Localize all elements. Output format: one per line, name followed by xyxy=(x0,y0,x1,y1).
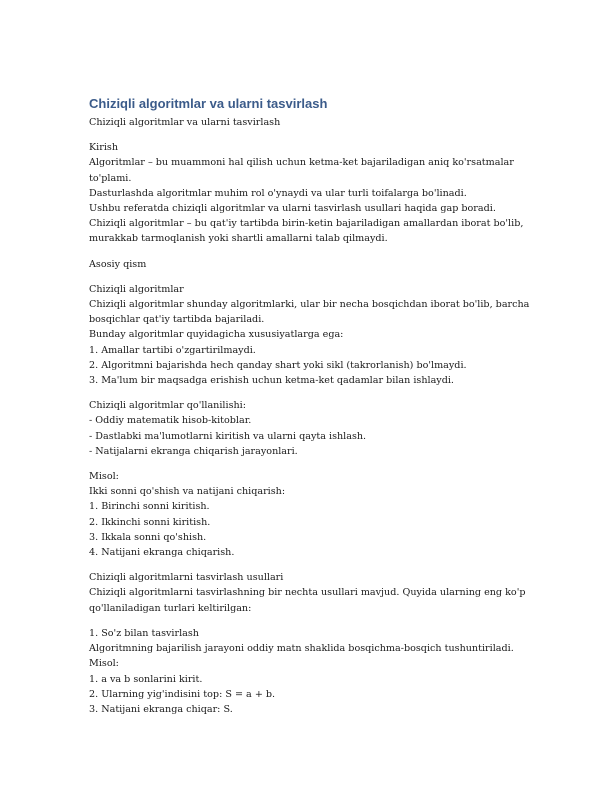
section-heading: Chiziqli algoritmlar xyxy=(89,283,184,295)
usage-section xyxy=(89,398,519,459)
section-heading: Chiziqli algoritmlar qo'llanilishi: xyxy=(89,400,246,412)
list-item: 2. Ularning yig'indisini top: S = a + b. xyxy=(89,688,276,700)
linear-section xyxy=(89,282,530,388)
list-item: 1. Amallar tartibi o'zgartirilmaydi. xyxy=(89,344,256,356)
list-item: - Oddiy matematik hisob-kitoblar. xyxy=(89,415,252,427)
list-item: 1. a va b sonlarini kirit. xyxy=(89,673,203,685)
section-heading: Misol: xyxy=(89,471,119,483)
spacer xyxy=(89,616,519,626)
spacer xyxy=(89,560,519,570)
document-subtitle: Chiziqli algoritmlar va ularni tasvirlash xyxy=(89,117,281,128)
paragraph-line: to'plami. xyxy=(89,172,132,184)
spacer xyxy=(89,459,519,469)
intro-heading: Kirish xyxy=(89,142,118,154)
list-item: - Dastlabki ma'lumotlarni kiritish va ularni qayta ishlash. xyxy=(89,430,367,442)
list-item: 4. Natijani ekranga chiqarish. xyxy=(89,547,235,559)
paragraph-line: bosqichlar qat'iy tartibda bajariladi. xyxy=(89,314,265,326)
document-title: Chiziqli algoritmlar va ularni tasvirlash xyxy=(89,96,328,111)
list-item: 3. Natijani ekranga chiqar: S. xyxy=(89,703,233,715)
list-item: - Natijalarni ekranga chiqarish jarayonlari. xyxy=(89,445,298,457)
list-item: 2. Algoritmni bajarishda hech qanday shart yoki sikl (takrorlanish) bo'lmaydi. xyxy=(89,359,467,371)
intro-section xyxy=(89,140,524,246)
paragraph-line: Bunday algoritmlar quyidagicha xususiyatlarga ega: xyxy=(89,329,344,341)
paragraph-line: Misol: xyxy=(89,658,119,670)
paragraph-line: Ushbu referatda chiziqli algoritmlar va ularni tasvirlash usullari haqida gap boradi. xyxy=(89,203,496,215)
paragraph-line: Chiziqli algoritmlar shunday algoritmlarki, ular bir necha bosqichdan iborat bo'lib, barcha xyxy=(89,299,530,311)
methods-section xyxy=(89,570,526,616)
paragraph-line: Algoritmlar – bu muammoni hal qilish uchun ketma-ket bajariladigan aniq ko'rsatmalar xyxy=(89,157,514,169)
spacer xyxy=(89,388,519,398)
paragraph-line: Chiziqli algoritmlarni tasvirlashning bir nechta usullari mavjud. Quyida ularning eng ko'p xyxy=(89,587,526,599)
list-item: 1. Birinchi sonni kiritish. xyxy=(89,501,210,513)
verbal-section xyxy=(89,626,519,717)
paragraph-line: Ikki sonni qo'shish va natijani chiqarish: xyxy=(89,486,286,498)
paragraph-line: Algoritmning bajarilish jarayoni oddiy matn shaklida bosqichma-bosqich tushuntiriladi. xyxy=(89,643,514,655)
list-item: 2. Ikkinchi sonni kiritish. xyxy=(89,516,211,528)
paragraph-line: Chiziqli algoritmlar – bu qat'iy tartibda birin-ketin bajariladigan amallardan iborat bo'lib, xyxy=(89,218,524,230)
spacer xyxy=(89,247,519,257)
paragraph-line: Dasturlashda algoritmlar muhim rol o'ynaydi va ular turli toifalarga bo'linadi. xyxy=(89,187,467,199)
list-item: 3. Ma'lum bir maqsadga erishish uchun ketma-ket qadamlar bilan ishlaydi. xyxy=(89,375,454,387)
section-heading: Chiziqli algoritmlarni tasvirlash usullari xyxy=(89,572,284,584)
example-section xyxy=(89,469,519,560)
spacer xyxy=(89,130,519,140)
paragraph-line: murakkab tarmoqlanish yoki shartli amallarni talab qilmaydi. xyxy=(89,233,388,245)
paragraph-line: qo'llaniladigan turlari keltirilgan: xyxy=(89,602,252,614)
main-heading: Asosiy qism xyxy=(89,258,147,270)
spacer xyxy=(89,272,519,282)
section-heading: 1. So'z bilan tasvirlash xyxy=(89,627,199,639)
document-content xyxy=(89,95,530,717)
list-item: 3. Ikkala sonni qo'shish. xyxy=(89,531,207,543)
